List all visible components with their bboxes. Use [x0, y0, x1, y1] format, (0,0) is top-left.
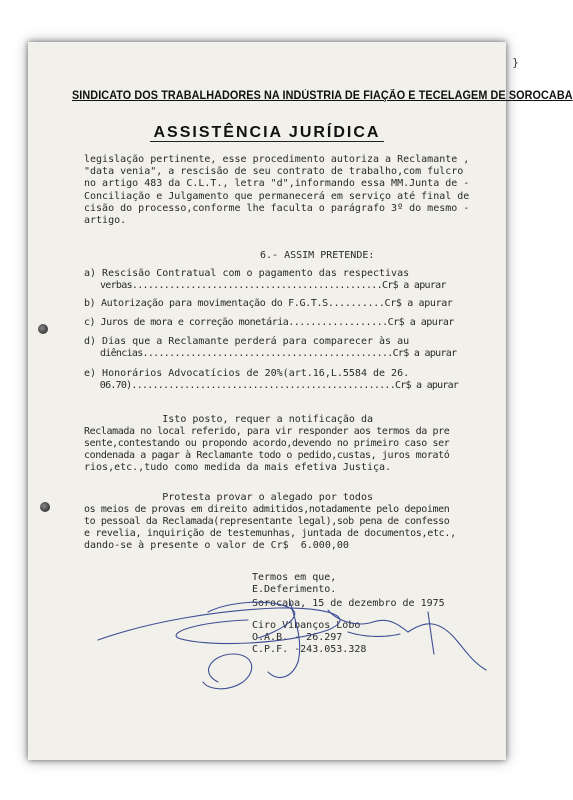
document-page: [28, 42, 573, 760]
title-text: ASSISTÊNCIA JURÍDICA: [150, 124, 385, 142]
evidence-line: to pessoal da Reclamada(representante legal),sob pena de confesso: [84, 516, 450, 527]
request-line: Isto posto, requer a notificação da: [84, 414, 373, 425]
intro-line: artigo.: [84, 215, 127, 226]
punch-hole: [40, 502, 50, 512]
claim-line: c) Juros de mora e correção monetária..................Cr$ a apurar: [84, 317, 454, 328]
intro-line: Conciliação e Julgamento que permanecerá em serviço até final de: [84, 191, 470, 202]
request-line: rios,etc.,tudo como medida da mais efetiva Justiça.: [84, 462, 392, 473]
claim-line: d) Dias que a Reclamante perderá para comparecer às au: [84, 336, 410, 347]
claim-line: a) Rescisão Contratual com o pagamento das respectivas: [84, 268, 410, 279]
section-heading: 6.- ASSIM PRETENDE:: [260, 250, 375, 261]
signer-oab: O.A.B. - 26.297: [252, 632, 343, 643]
claim-line: b) Autorização para movimentação do F.G.T.S..........Cr$ a apurar: [84, 298, 453, 309]
claim-line: e) Honorários Advocatícios de 20%(art.16,L.5584 de 26.: [84, 368, 410, 379]
handwritten-signature: [28, 42, 573, 760]
claim-line: verbas...............................................Cr$ a apurar: [84, 280, 446, 291]
evidence-line: Protesta provar o alegado por todos: [84, 492, 373, 503]
evidence-line: dando-se à presente o valor de Cr$ 6.000,00: [84, 540, 349, 551]
claim-line: diências...............................................Cr$ a apurar: [84, 348, 457, 359]
union-header: SINDICATO DOS TRABALHADORES NA INDÚSTRIA DE FIAÇÃO E TECELAGEM DE SOROCABA: [72, 90, 573, 102]
signer-cpf: C.P.F. -243.053.328: [252, 644, 367, 655]
intro-line: "data venia", a rescisão de seu contrato de trabalho,com fulcro: [84, 166, 464, 177]
intro-line: legislação pertinente, esse procedimento autoriza a Reclamante ,: [84, 154, 470, 165]
intro-line: no artigo 483 da C.L.T., letra "d",informando essa MM.Junta de -: [84, 178, 470, 189]
closing-line: E.Deferimento.: [252, 584, 337, 595]
punch-hole: [38, 324, 48, 334]
request-line: sente,contestando ou propondo acordo,devendo no primeiro caso ser: [84, 438, 450, 449]
edge-mark: }: [512, 56, 519, 69]
evidence-line: os meios de provas em direito admitidos,notadamente pelo depoimen: [84, 504, 450, 515]
request-line: condenada a pagar à Reclamante todo o pedido,custas, juros morató: [84, 450, 450, 461]
intro-line: cisão do processo,conforme lhe faculta o parágrafo 3º do mesmo -: [84, 203, 470, 214]
signer-name: Ciro Vibanços Lobo: [252, 620, 361, 631]
closing-line: Sorocaba, 15 de dezembro de 1975: [252, 598, 445, 609]
request-line: Reclamada no local referido, para vir responder aos termos da pre: [84, 426, 450, 437]
evidence-line: e revelia, inquirição de testemunhas, juntada de documentos,etc.,: [84, 528, 456, 539]
claim-line: 06.70)..................................................Cr$ a apurar: [84, 380, 459, 391]
closing-line: Termos em que,: [252, 572, 337, 583]
